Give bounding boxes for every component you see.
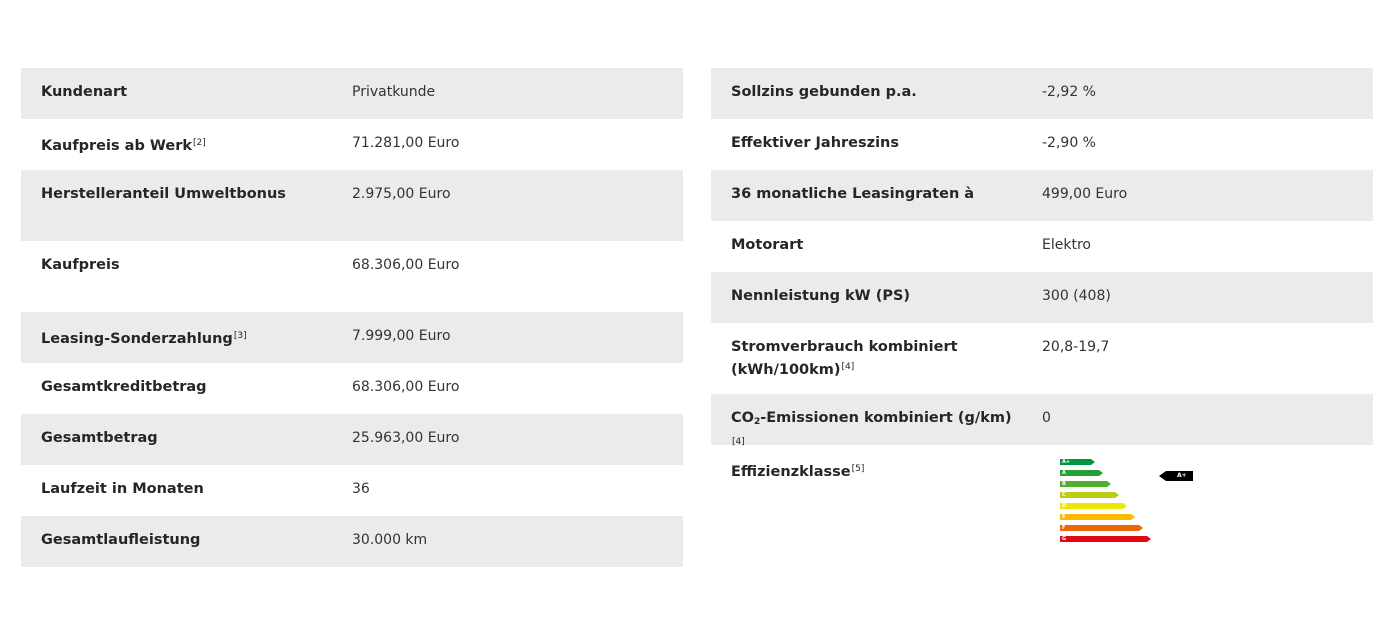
table-row <box>711 394 1373 445</box>
table-row <box>21 312 683 363</box>
row-value: 300 (408) <box>1042 288 1111 304</box>
row-label: Gesamtkreditbetrag <box>41 379 207 395</box>
row-value: 2.975,00 Euro <box>352 186 451 202</box>
energy-class-bar <box>1060 481 1107 487</box>
row-label: Herstelleranteil Umweltbonus <box>41 186 286 202</box>
footnote-link[interactable]: [4] <box>841 362 855 372</box>
table-row <box>711 170 1373 221</box>
table-row <box>21 414 683 465</box>
row-label: Effektiver Jahreszins <box>731 135 899 151</box>
row-label: Kundenart <box>41 84 128 100</box>
table-row <box>21 119 683 170</box>
energy-class-label: A <box>1062 470 1066 476</box>
energy-class-label: C <box>1062 492 1066 498</box>
row-value: 20,8-19,7 <box>1042 339 1110 355</box>
table-row <box>711 68 1373 119</box>
row-label: Leasing-Sonderzahlung[3] <box>41 331 247 347</box>
row-label: 36 monatliche Leasingraten à <box>731 186 975 202</box>
row-value: 25.963,00 Euro <box>352 430 460 446</box>
row-label: Nennleistung kW (PS) <box>731 288 911 304</box>
table-row <box>711 323 1373 394</box>
table-row <box>21 68 683 119</box>
row-value <box>1042 459 1373 559</box>
row-label: Laufzeit in Monaten <box>41 481 204 497</box>
table-row <box>711 119 1373 170</box>
row-label: Gesamtlaufleistung <box>41 532 201 548</box>
energy-class-bar <box>1060 503 1123 509</box>
row-value: 68.306,00 Euro <box>352 257 460 273</box>
footnote-link[interactable]: [5] <box>851 464 865 474</box>
vehicle-details-table <box>711 68 1373 555</box>
energy-class-label: F <box>1062 525 1066 531</box>
energy-class-bar <box>1060 459 1091 465</box>
energy-class-label: A+ <box>1062 459 1071 465</box>
row-label: Kaufpreis <box>41 257 120 273</box>
row-label: Stromverbrauch kombiniert (kWh/100km)[4] <box>731 339 958 378</box>
row-value: 36 <box>352 481 370 497</box>
row-label: Effizienzklasse[5] <box>731 464 865 480</box>
row-label: $CO_2$-Emissionen kombiniert (g/km)[4] <box>731 410 1012 447</box>
table-row <box>21 516 683 567</box>
table-row <box>711 272 1373 323</box>
table-row <box>711 445 1373 555</box>
row-value: -2,90 % <box>1042 135 1096 151</box>
row-label: Motorart <box>731 237 804 253</box>
table-row <box>21 241 683 312</box>
table-row <box>711 221 1373 272</box>
energy-class-bar <box>1060 470 1099 476</box>
row-label: Gesamtbetrag <box>41 430 158 446</box>
row-label: Sollzins gebunden p.a. <box>731 84 917 100</box>
table-row <box>21 170 683 241</box>
row-value: 30.000 km <box>352 532 428 548</box>
energy-class-bar <box>1060 525 1139 531</box>
row-value: 7.999,00 Euro <box>352 328 451 344</box>
footnote-link[interactable]: [3] <box>233 331 247 341</box>
energy-class-bar <box>1060 514 1131 520</box>
table-row <box>21 363 683 414</box>
energy-efficiency-label: A+ A+ A B C D E F G <box>1042 459 1242 559</box>
energy-class-bar <box>1060 536 1147 542</box>
row-label: Kaufpreis ab Werk[2] <box>41 138 206 154</box>
row-value: -2,92 % <box>1042 84 1096 100</box>
energy-class-label: E <box>1062 514 1066 520</box>
row-value: Elektro <box>1042 237 1091 253</box>
row-value: Privatkunde <box>352 84 436 100</box>
table-row <box>21 465 683 516</box>
row-value: 0 <box>1042 410 1051 426</box>
energy-class-label: G <box>1062 536 1067 542</box>
leasing-details-table <box>21 68 683 567</box>
row-value: 499,00 Euro <box>1042 186 1128 202</box>
row-value: 71.281,00 Euro <box>352 135 460 151</box>
footnote-link[interactable]: [4] <box>732 437 745 447</box>
row-value: 68.306,00 Euro <box>352 379 460 395</box>
footnote-link[interactable]: [2] <box>192 138 206 148</box>
energy-class-label: B <box>1062 481 1066 487</box>
energy-class-label: D <box>1062 503 1067 509</box>
energy-class-bar <box>1060 492 1115 498</box>
